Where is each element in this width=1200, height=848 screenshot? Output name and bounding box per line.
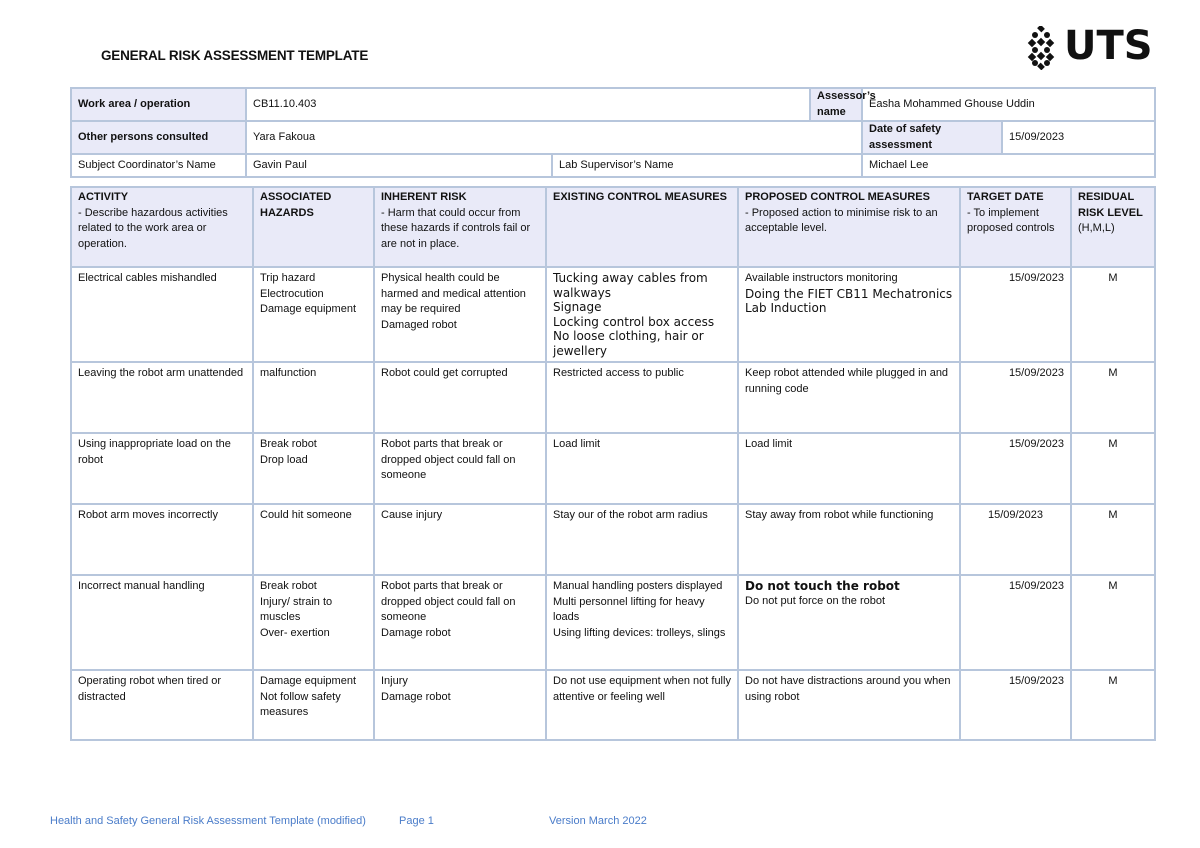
column-header-hazards: ASSOCIATED HAZARDS: [253, 187, 374, 267]
proposed-controls-cell: Do not touch the robot Do not put force on the robot: [738, 575, 960, 670]
table-header-row: [71, 187, 1155, 267]
assessment-details-table: [70, 87, 1156, 178]
existing-controls-cell: Load limit: [546, 433, 738, 504]
hazards-cell: Could hit someone: [253, 504, 374, 575]
inherent-risk-cell: Robot could get corrupted: [374, 362, 546, 433]
uts-crest-icon: [1026, 26, 1056, 70]
uts-logo: [1026, 23, 1153, 70]
other-persons-label: Other persons consulted: [71, 121, 246, 154]
residual-risk-cell: M: [1071, 670, 1155, 740]
footer-page-number: Page 1: [399, 815, 434, 827]
document-title: GENERAL RISK ASSESSMENT TEMPLATE: [101, 48, 369, 63]
table-row: [71, 433, 1155, 504]
assessor-value: Easha Mohammed Ghouse Uddin: [862, 88, 1155, 121]
existing-controls-cell: Tucking away cables from walkways Signage Locking control box access No loose clothing, hair or jewellery: [546, 267, 738, 362]
target-date-cell: 15/09/2023: [960, 362, 1071, 433]
hazards-cell: malfunction: [253, 362, 374, 433]
activity-cell: Using inappropriate load on the robot: [71, 433, 253, 504]
existing-controls-cell: Do not use equipment when not fully attentive or feeling well: [546, 670, 738, 740]
residual-risk-cell: M: [1071, 575, 1155, 670]
column-header-inherent-risk: INHERENT RISK - Harm that could occur from these hazards if controls fail or are not in place.: [374, 187, 546, 267]
table-row: [71, 362, 1155, 433]
lab-supervisor-value: Michael Lee: [862, 154, 1155, 177]
proposed-controls-cell: Stay away from robot while functioning: [738, 504, 960, 575]
column-header-activity: ACTIVITY - Describe hazardous activities related to the work area or operation.: [71, 187, 253, 267]
table-row: [71, 504, 1155, 575]
risk-assessment-table: [70, 186, 1156, 741]
date-value: 15/09/2023: [1002, 121, 1155, 154]
residual-risk-cell: M: [1071, 433, 1155, 504]
column-header-existing-controls: EXISTING CONTROL MEASURES: [546, 187, 738, 267]
target-date-cell: 15/09/2023: [960, 670, 1071, 740]
subject-coordinator-label: Subject Coordinator’s Name: [71, 154, 246, 177]
target-date-cell: 15/09/2023: [960, 575, 1071, 670]
inherent-risk-cell: Robot parts that break or dropped object could fall on someone Damage robot: [374, 575, 546, 670]
uts-logo-text: UTS: [1064, 23, 1153, 69]
lab-supervisor-label: Lab Supervisor’s Name: [552, 154, 862, 177]
column-header-target-date: TARGET DATE - To implement proposed controls: [960, 187, 1071, 267]
inherent-risk-cell: Cause injury: [374, 504, 546, 575]
footer-template-name: Health and Safety General Risk Assessment Template (modified): [50, 815, 366, 827]
residual-risk-cell: M: [1071, 504, 1155, 575]
residual-risk-cell: M: [1071, 362, 1155, 433]
column-header-residual-risk: RESIDUAL RISK LEVEL (H,M,L): [1071, 187, 1155, 267]
proposed-controls-cell: Keep robot attended while plugged in and running code: [738, 362, 960, 433]
existing-controls-cell: Manual handling posters displayed Multi personnel lifting for heavy loads Using lifting devices: trolleys, slings: [546, 575, 738, 670]
column-header-proposed-controls: PROPOSED CONTROL MEASURES - Proposed action to minimise risk to an acceptable level.: [738, 187, 960, 267]
other-persons-value: Yara Fakoua: [246, 121, 862, 154]
target-date-cell: 15/09/2023: [960, 504, 1071, 575]
target-date-cell: 15/09/2023: [960, 433, 1071, 504]
activity-cell: Incorrect manual handling: [71, 575, 253, 670]
assessor-label: [810, 88, 876, 121]
activity-cell: Operating robot when tired or distracted: [71, 670, 253, 740]
target-date-cell: 15/09/2023: [960, 267, 1071, 362]
table-row: [71, 670, 1155, 740]
activity-cell: Robot arm moves incorrectly: [71, 504, 253, 575]
activity-cell: Electrical cables mishandled: [71, 267, 253, 362]
existing-controls-cell: Stay our of the robot arm radius: [546, 504, 738, 575]
date-label: Date of safety assessment: [862, 121, 1002, 154]
proposed-controls-cell: Available instructors monitoring Doing the FIET CB11 Mechatronics Lab Induction: [738, 267, 960, 362]
inherent-risk-cell: Injury Damage robot: [374, 670, 546, 740]
table-row: [71, 267, 1155, 362]
proposed-controls-cell: Load limit: [738, 433, 960, 504]
hazards-cell: Trip hazard Electrocution Damage equipment: [253, 267, 374, 362]
proposed-controls-cell: Do not have distractions around you when using robot: [738, 670, 960, 740]
assessor-label-text: Assessor’s name: [817, 90, 876, 118]
footer-version: Version March 2022: [549, 815, 647, 827]
hazards-cell: Break robot Injury/ strain to muscles Over- exertion: [253, 575, 374, 670]
work-area-label: Work area / operation: [71, 88, 246, 121]
hazards-cell: Break robot Drop load: [253, 433, 374, 504]
existing-controls-cell: Restricted access to public: [546, 362, 738, 433]
inherent-risk-cell: Physical health could be harmed and medical attention may be required Damaged robot: [374, 267, 546, 362]
table-row: [71, 575, 1155, 670]
work-area-value: CB11.10.403: [246, 88, 810, 121]
residual-risk-cell: M: [1071, 267, 1155, 362]
activity-cell: Leaving the robot arm unattended: [71, 362, 253, 433]
hazards-cell: Damage equipment Not follow safety measures: [253, 670, 374, 740]
subject-coordinator-value: Gavin Paul: [246, 154, 552, 177]
inherent-risk-cell: Robot parts that break or dropped object could fall on someone: [374, 433, 546, 504]
